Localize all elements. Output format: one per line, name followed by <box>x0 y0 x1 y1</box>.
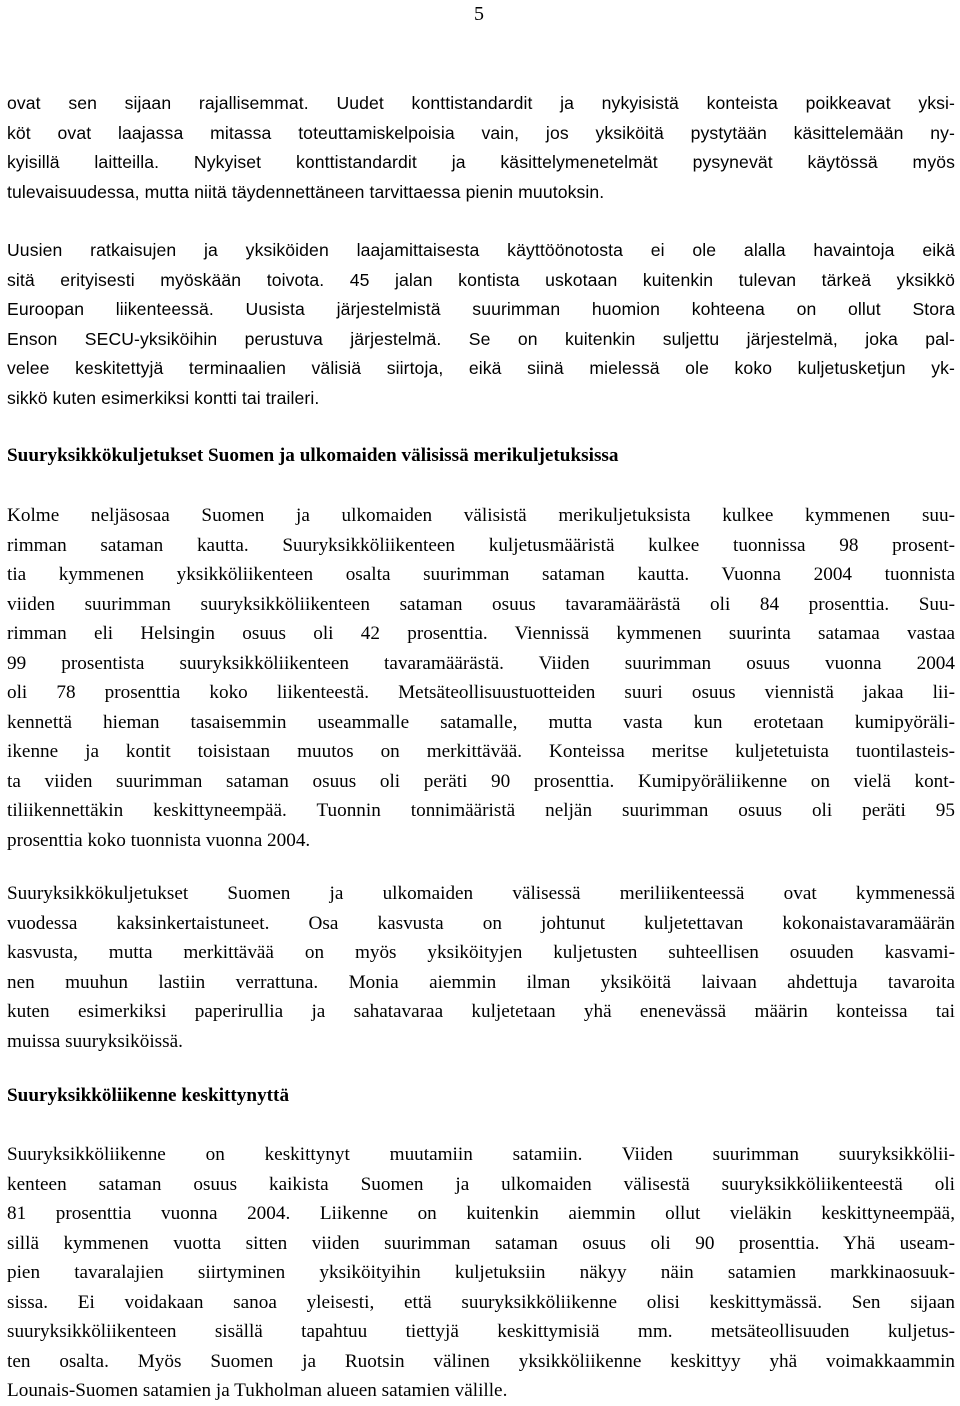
text-line: 99 prosentista suuryksikköliikenteen tavaramäärästä. Viiden suurimman osuus vuonna 2004 <box>7 652 955 674</box>
text-line: muissa suuryksiköissä. <box>7 1030 183 1052</box>
text-line: ovat sen sijaan rajallisemmat. Uudet konttistandardit ja nykyisistä konteista poikkeavat yksi- <box>7 93 955 113</box>
text-line: Euroopan liikenteessä. Uusista järjestelmistä suurimman huomion kohteena on ollut Stora <box>7 299 955 319</box>
text-line: kenteen sataman osuus kaikista Suomen ja ulkomaiden välisestä suuryksikköliikenteestä oli <box>7 1173 955 1195</box>
page-number: 5 <box>474 3 484 25</box>
text-line: tia kymmenen yksikköliikenteen osalta suurimman sataman kautta. Vuonna 2004 tuonnista <box>7 564 955 585</box>
intro-paragraph-2 <box>7 236 955 413</box>
text-line: köt ovat laajassa mitassa toteuttamiskelpoisia vain, jos yksiköitä pystytään käsittelemään ny- <box>7 122 955 143</box>
text-line: 81 prosenttia vuonna 2004. Liikenne on kuitenkin aiemmin ollut vieläkin keskittyneempää, <box>7 1203 955 1224</box>
merikuljetukset-paragraph-2 <box>7 879 955 1056</box>
text-line: oli 78 prosenttia koko liikenteestä. Metsäteollisuustuotteiden suuri osuus viennistä jakaa lii- <box>7 682 955 703</box>
text-line: sikkö kuten esimerkiksi kontti tai traileri. <box>7 387 320 408</box>
text-line: sissa. Ei voidakaan sanoa yleisesti, että suuryksikköliikenne olisi keskittymässä. Sen sijaan <box>7 1291 955 1313</box>
text-line: pien tavaralajien siirtyminen yksiköityihin kuljetuksiin näkyy näin satamien markkinaosuuk- <box>7 1262 955 1283</box>
text-line: Kolme neljäsosaa Suomen ja ulkomaiden välisistä merikuljetuksista kulkee kymmenen suu- <box>7 505 955 526</box>
text-line: suuryksikköliikenteen sisällä tapahtuu tiettyjä keskittymisiä mm. metsäteollisuuden kuljetus- <box>7 1321 955 1342</box>
text-line: rimman sataman kautta. Suuryksikköliikenteen kuljetusmääristä kulkee tuonnissa 98 prosent- <box>7 534 955 556</box>
text-line: tulevaisuudessa, mutta niitä täydennettäneen tarvittaessa pienin muutoksin. <box>7 181 605 202</box>
text-line: viiden suurimman suuryksikköliikenteen sataman osuus tavaramäärästä oli 84 prosenttia. Suu- <box>7 593 955 615</box>
section-heading-keskittynytta: Suuryksikköliikenne keskittynyttä <box>7 1085 290 1106</box>
text-line: Enson SECU-yksiköihin perustuva järjestelmä. Se on kuitenkin suljettu järjestelmä, joka pal- <box>7 328 955 349</box>
text-line: tiliikennettäkin keskittyneempää. Tuonnin tonnimääristä neljän suurimman osuus oli peräti 95 <box>7 800 955 821</box>
text-line: velee keskitettyjä terminaalien välisiä siirtoja, eikä siinä mielessä ole koko kuljetusketjun yk- <box>7 358 955 378</box>
section-heading-merikuljetukset: Suuryksikkökuljetukset Suomen ja ulkomaiden välisissä merikuljetuksissa <box>7 445 619 466</box>
keskittynytta-paragraph-1 <box>7 1140 955 1406</box>
text-line: ikenne ja kontit toisistaan muutos on merkittävää. Konteissa meritse kuljetetuista tuontilasteis- <box>7 741 955 762</box>
intro-paragraph-1 <box>7 89 955 207</box>
text-line: sillä kymmenen vuotta sitten viiden suurimman sataman osuus oli 90 prosenttia. Yhä useam- <box>7 1232 955 1254</box>
text-line: kennettä hieman tasaisemmin useammalle satamalle, mutta vasta kun erotetaan kumipyöräli- <box>7 711 955 733</box>
text-line: vuodessa kaksinkertaistuneet. Osa kasvusta on johtunut kuljetettavan kokonaistavaramäärän <box>7 912 955 934</box>
text-line: kasvusta, mutta merkittävää on myös yksiköityjen kuljetusten suhteellisen osuuden kasvami- <box>7 942 955 963</box>
text-line: ten osalta. Myös Suomen ja Ruotsin välinen yksikköliikenne keskittyy yhä voimakkaammin <box>7 1350 955 1372</box>
text-line: prosenttia koko tuonnista vuonna 2004. <box>7 829 311 851</box>
merikuljetukset-paragraph-1 <box>7 501 955 855</box>
text-line: rimman eli Helsingin osuus oli 42 prosenttia. Viennissä kymmenen suurinta satamaa vastaa <box>7 623 955 644</box>
text-line: Suuryksikkökuljetukset Suomen ja ulkomaiden välisessä meriliikenteessä ovat kymmenessä <box>7 883 955 904</box>
text-line: kyisillä laitteilla. Nykyiset konttistandardit ja käsittelymenetelmät pysynevät käytössä myös <box>7 152 955 172</box>
text-line: Suuryksikköliikenne on keskittynyt muutamiin satamiin. Viiden suurimman suuryksikkölii- <box>7 1144 955 1165</box>
text-line: Lounais-Suomen satamien ja Tukholman alueen satamien välille. <box>7 1380 508 1401</box>
text-line: Uusien ratkaisujen ja yksiköiden laajamittaisesta käyttöönotosta ei ole alalla havaintoja eikä <box>7 240 955 260</box>
text-line: kuten esimerkiksi paperirullia ja sahatavaraa kuljetetaan yhä enenevässä määrin konteissa tai <box>7 1001 955 1022</box>
text-line: nen muuhun lastiin verrattuna. Monia aiemmin ilman yksiköitä laivaan ahdettuja tavaroita <box>7 971 955 993</box>
text-line: sitä erityisesti myöskään toivota. 45 jalan kontista uskotaan kuitenkin tulevan tärkeä yksikkö <box>7 269 955 290</box>
text-line: ta viiden suurimman sataman osuus oli peräti 90 prosenttia. Kumipyöräliikenne on vielä kont- <box>7 770 955 792</box>
